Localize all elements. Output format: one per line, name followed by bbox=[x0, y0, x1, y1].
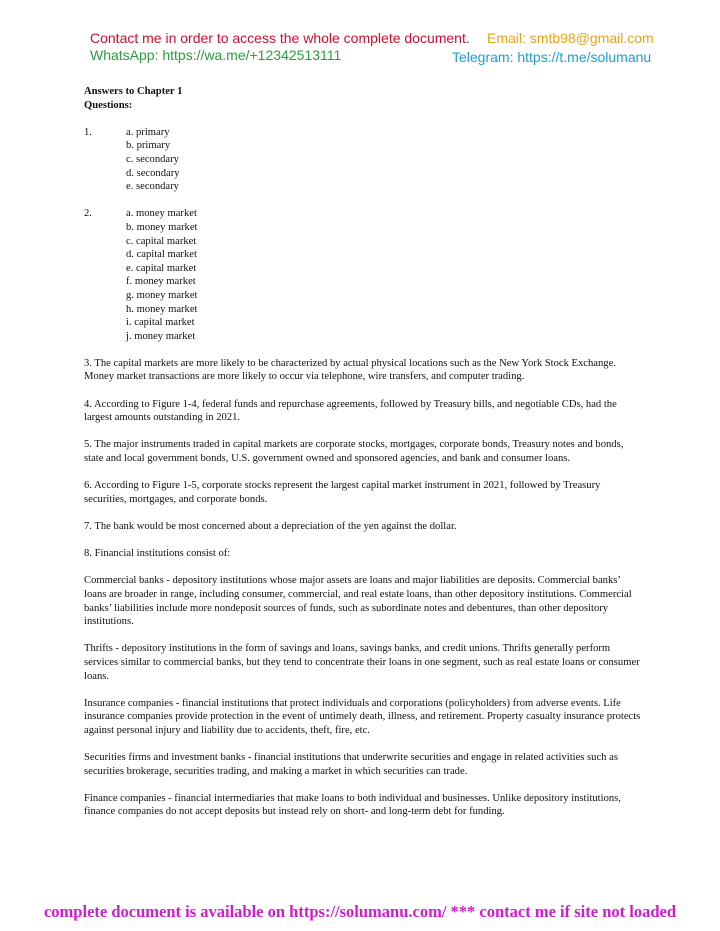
contact-notice: Contact me in order to access the whole complete document. bbox=[90, 30, 470, 46]
answer-item: a. primary bbox=[126, 126, 170, 138]
answer-paragraph-6: 6. According to Figure 1-5, corporate stocks represent the largest capital market instrument in 2021, followed by Treasury securities, mortgages, and corporate bonds. bbox=[84, 480, 601, 505]
answer-paragraph-7: 7. The bank would be most concerned about a depreciation of the yen against the dollar. bbox=[84, 521, 457, 532]
document-body bbox=[84, 85, 644, 819]
answer-item: e. capital market bbox=[126, 262, 197, 274]
footer-notice[interactable]: complete document is available on https://solumanu.com/ *** contact me if site not loaded bbox=[43, 902, 677, 921]
answer-item: f. money market bbox=[126, 276, 196, 288]
answer-item: h. money market bbox=[126, 303, 198, 315]
telegram-link[interactable]: Telegram: https://t.me/solumanu bbox=[452, 49, 652, 65]
question-number: 2. bbox=[84, 208, 92, 220]
answer-item: c. secondary bbox=[126, 153, 179, 165]
answer-paragraph-3: 3. The capital markets are more likely to be characterized by actual physical locations such as the New York Stock Exchange. Money market transactions are more likely to occur via telephone, wire transfers, and computer trading. bbox=[84, 357, 616, 383]
answer-item: b. primary bbox=[126, 140, 171, 152]
answer-item: g. money market bbox=[126, 289, 198, 301]
answer-item: d. secondary bbox=[126, 167, 180, 179]
answer-item: b. money market bbox=[126, 221, 198, 233]
insurance-paragraph: Insurance companies - financial institutions that protect individuals and corporations (policyholders) from adverse events. Life insurance companies provide protection in the event of untimely death, illness, and retirement. Property casualty insurance protects against personal injury and liability due to accidents, theft, fire, etc. bbox=[84, 697, 641, 736]
whatsapp-link[interactable]: WhatsApp: https://wa.me/+12342513111 bbox=[90, 47, 342, 63]
answer-item: d. capital market bbox=[126, 249, 197, 261]
question-1 bbox=[84, 126, 644, 194]
answer-paragraph-8: 8. Financial institutions consist of: bbox=[84, 548, 231, 560]
answer-paragraph-5: 5. The major instruments traded in capital markets are corporate stocks, mortgages, corporate bonds, Treasury notes and bonds, state and local government bonds, U.S. government owned and sponsored agencies, and bank and consumer loans. bbox=[84, 439, 624, 465]
question-number: 1. bbox=[84, 126, 92, 138]
commercial-banks-paragraph: Commercial banks - depository institutions whose major assets are loans and major liabilities are deposits. Commercial banks’ loans are broader in range, including consumer, commercial, and real estate loans, than other depository institutions. Commercial banks’ liabilities include more nondeposit sources of funds, such as subordinate notes and debentures, than other depository institutions. bbox=[84, 575, 632, 628]
securities-firms-paragraph: Securities firms and investment banks - financial institutions that underwrite securities and engage in related activities such as securities brokerage, securities trading, and making a market in which securities can trade. bbox=[84, 752, 618, 777]
answer-paragraph-4: 4. According to Figure 1-4, federal funds and repurchase agreements, followed by Treasury bills, and negotiable CDs, had the largest amounts outstanding in 2021. bbox=[84, 398, 617, 424]
answer-item: e. secondary bbox=[126, 181, 179, 193]
email-link[interactable]: Email: smtb98@gmail.com bbox=[487, 30, 654, 46]
document-title: Answers to Chapter 1 bbox=[84, 86, 183, 97]
answer-list bbox=[126, 126, 644, 194]
answer-item: i. capital market bbox=[126, 317, 195, 329]
answer-list bbox=[126, 207, 644, 343]
answer-item: a. money market bbox=[126, 208, 197, 220]
document-subtitle: Questions: bbox=[84, 99, 133, 111]
answer-item: j. money market bbox=[126, 330, 196, 342]
question-2 bbox=[84, 207, 644, 343]
thrifts-paragraph: Thrifts - depository institutions in the form of savings and loans, savings banks, and credit unions. Thrifts generally perform services similar to commercial banks, but they tend to concentrate their loans in one segment, such as real estate loans or consumer loans. bbox=[84, 643, 640, 682]
finance-companies-paragraph: Finance companies - financial intermediaries that make loans to both individual and businesses. Unlike depository institutions, finance companies do not accept deposits but instead rely on short- and long-term debt for funding. bbox=[84, 792, 621, 818]
answer-item: c. capital market bbox=[126, 235, 197, 247]
